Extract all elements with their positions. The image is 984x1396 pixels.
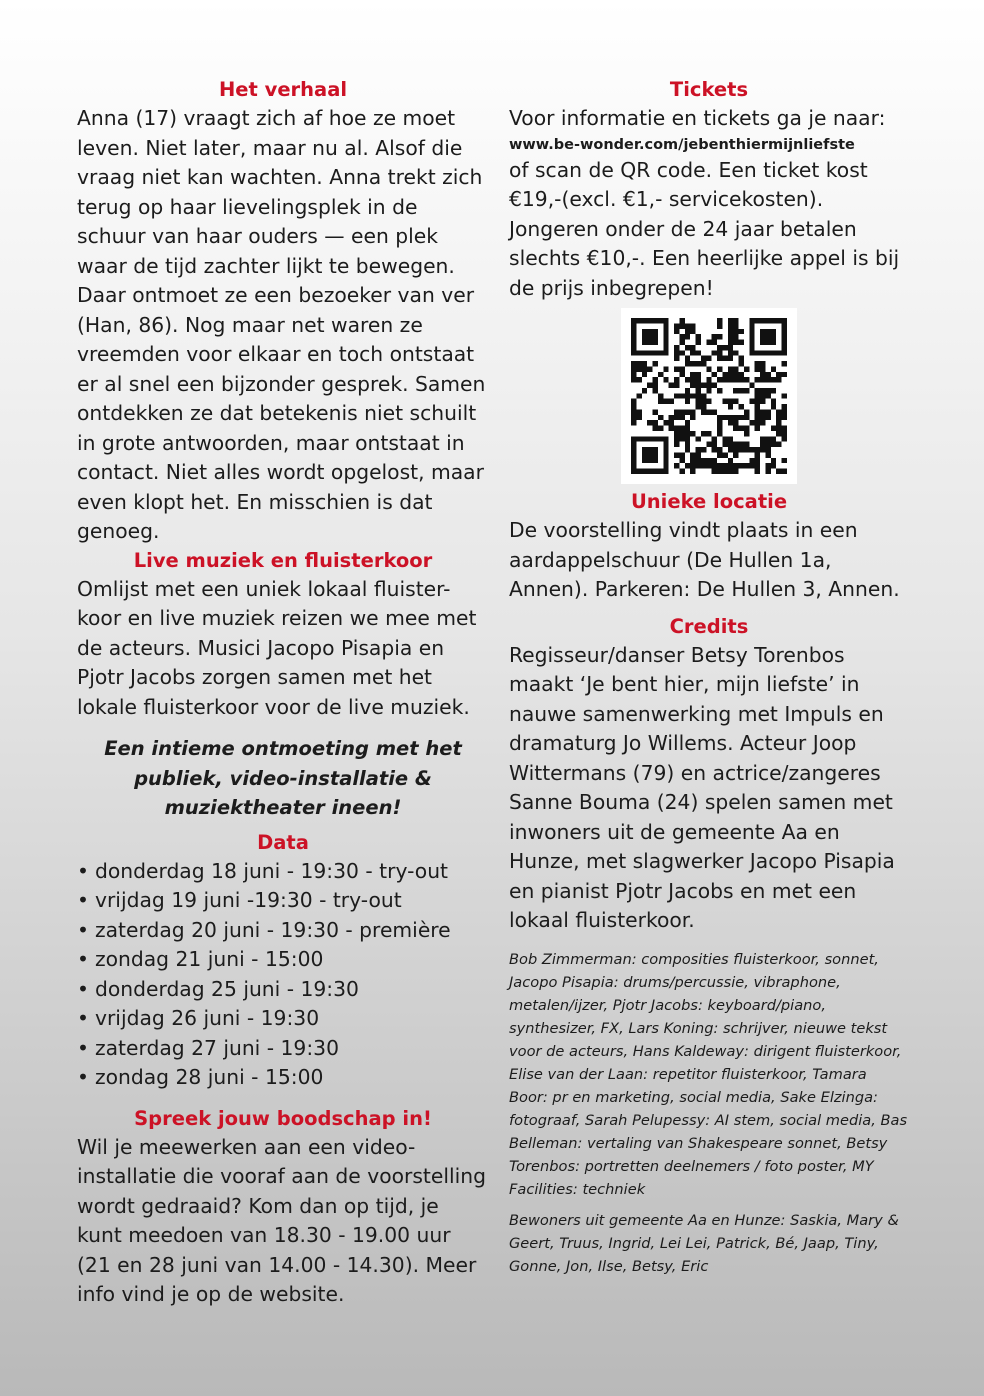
date-item: • zaterdag 20 juni - 19:30 - première [77,916,489,946]
credits-heading: Credits [669,614,749,638]
date-item: • zaterdag 27 juni - 19:30 [77,1034,489,1064]
music-heading: Live muziek en fluisterkoor [133,548,433,572]
dates-heading: Data [257,830,309,854]
tickets-intro: Voor informatie en tickets ga je naar: [509,106,886,130]
date-item: • donderdag 18 juni - 19:30 - try-out [77,857,489,887]
tickets-text: of scan de QR code. Een ticket kost €19,-(excl. €1,- servicekosten). Jongeren onder de 24 jaar betalen slechts €10,-. Een heerlijke appel is bij de prijs inbegrepen! [509,157,900,300]
credits-text: Regisseur/danser Betsy Torenbos maakt ‘Je bent hier, mijn liefste’ in nauwe samenwerking met Impuls en dramaturg Jo Willems. Acteur Joop Wittermans (79) en actrice/zangeres Sanne Bouma (24) spelen samen met inwoners uit de gemeente Aa en Hunze, met slagwerker Jacopo Pisapia en pianist Pjotr Jacobs en met een lokaal fluisterkoor. [509,642,895,932]
music-text: Omlijst met een uniek lokaal fluister-koor en live muziek reizen we mee met de acteurs. Musici Jacopo Pisapia en Pjotr Jacobs zorgen samen met het lokale fluisterkoor voor de live muziek. [77,576,477,719]
tickets-heading: Tickets [669,78,749,101]
crew-credits: Bob Zimmerman: composities fluisterkoor, sonnet, Jacopo Pisapia: drums/percussie, vibraphone, metalen/ijzer, Pjotr Jacobs: keyboard/piano, synthesizer, FX, Lars Koning: schrijver, nieuwe tekst voor de acteurs, Hans Kaldeway: dirigent fluisterkoor, Elise van der Laan: repetitor fluisterkoor, Tamara Boor: pr en marketing, social media, Sake Elzinga: fotograaf, Sarah Pelupessy: AI stem, social media, Bas Belleman: vertaling van Shakespeare sonnet, Betsy Torenbos: portretten deelnemers / foto poster, MY Facilities: techniek [509,950,908,1198]
date-item: • donderdag 25 juni - 19:30 [77,975,489,1005]
qr-code-icon [631,318,787,474]
location-heading: Unieke locatie [630,490,788,513]
left-column [77,76,489,1310]
date-item: • zondag 28 juni - 15:00 [77,1063,489,1093]
message-text: Wil je meewerken aan een video-installatie die vooraf aan de voorstelling wordt gedraaid? Kom dan op tijd, je kunt meedoen van 18.30 - 19.00 uur (21 en 28 juni van 14.00 - 14.30). Meer info vind je op de website. [77,1134,486,1306]
dates-list [77,857,489,1093]
location-text: De voorstelling vindt plaats in een aardappelschuur (De Hullen 1a, Annen). Parkeren: De Hullen 3, Annen. [509,518,900,601]
tickets-url-link[interactable]: www.be-wonder.com/jebenthiermijnliefste [509,136,855,153]
date-item: • zondag 21 juni - 15:00 [77,945,489,975]
qr-code[interactable] [621,308,797,484]
story-heading: Het verhaal [218,78,348,101]
residents-credits: Bewoners uit gemeente Aa en Hunze: Saskia, Mary & Geert, Truus, Ingrid, Lei Lei, Patrick, Bé, Jaap, Tiny, Gonne, Jon, Ilse, Betsy, Eric [509,1211,899,1275]
right-column [509,76,909,1278]
date-item: • vrijdag 26 juni - 19:30 [77,1004,489,1034]
date-item: • vrijdag 19 juni -19:30 - try-out [77,886,489,916]
message-heading: Spreek jouw boodschap in! [134,1106,432,1130]
story-text: Anna (17) vraagt zich af hoe ze moet leven. Niet later, maar nu al. Alsof die vraag niet kan wachten. Anna trekt zich terug op haar lievelingsplek in de schuur van haar ouders — een plek waar de tijd zachter lijkt te bewegen. Daar ontmoet ze een bezoeker van ver (Han, 86). Nog maar net waren ze vreemden voor elkaar en toch ontstaat er al snel een bijzonder gesprek. Samen ontdekken ze dat betekenis niet schuilt in grote antwoorden, maar ontstaat in contact. Niet alles wordt opgelost, maar even klopt het. En misschien is dat genoeg. [77,106,486,543]
tagline: Een intieme ontmoeting met het publiek, video-installatie & muziektheater ineen! [104,737,462,819]
